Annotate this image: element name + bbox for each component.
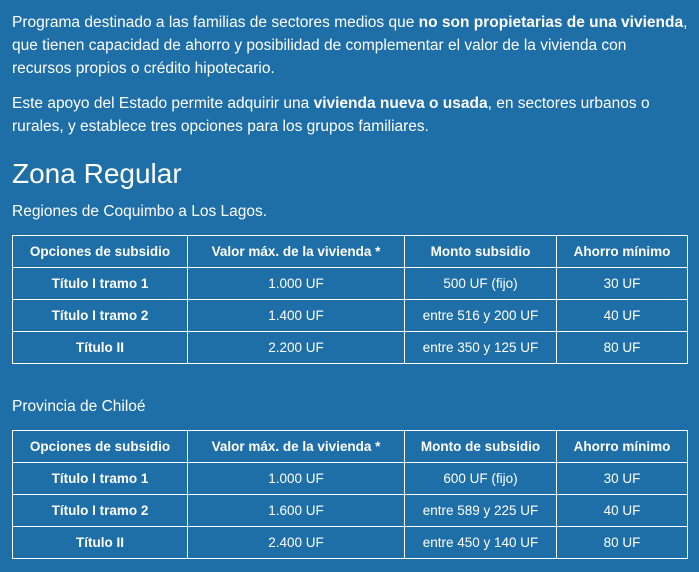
intro-text: , en sectores urbanos o rurales, y establece tres opciones para los grupos familiares. bbox=[12, 95, 650, 135]
table-row bbox=[13, 332, 688, 364]
header-monto: Monto subsidio bbox=[405, 236, 557, 268]
intro-bold-text: vivienda nueva o usada bbox=[313, 95, 488, 112]
cell-opcion: Título I tramo 2 bbox=[13, 300, 188, 332]
cell-valor: 1.600 UF bbox=[188, 495, 405, 527]
cell-valor: 2.200 UF bbox=[188, 332, 405, 364]
table-header-row bbox=[13, 236, 688, 268]
table-row bbox=[13, 268, 688, 300]
header-opciones: Opciones de subsidio bbox=[13, 236, 188, 268]
cell-ahorro: 30 UF bbox=[557, 268, 688, 300]
zona-regular-heading: Zona Regular bbox=[12, 158, 182, 189]
header-ahorro: Ahorro mínimo bbox=[557, 236, 688, 268]
table-row bbox=[13, 495, 688, 527]
header-opciones: Opciones de subsidio bbox=[13, 431, 188, 463]
cell-monto: 600 UF (fijo) bbox=[405, 463, 557, 495]
header-valor-max: Valor máx. de la vivienda * bbox=[188, 431, 405, 463]
cell-ahorro: 80 UF bbox=[557, 332, 688, 364]
cell-monto: entre 450 y 140 UF bbox=[405, 527, 557, 559]
chiloe-subtitle: Provincia de Chiloé bbox=[12, 398, 146, 415]
cell-valor: 1.000 UF bbox=[188, 463, 405, 495]
cell-monto: entre 350 y 125 UF bbox=[405, 332, 557, 364]
cell-ahorro: 30 UF bbox=[557, 463, 688, 495]
cell-monto: entre 516 y 200 UF bbox=[405, 300, 557, 332]
intro-text: , que tienen capacidad de ahorro y posibilidad de complementar el valor de la vivienda con recursos propios o crédito hipotecario. bbox=[12, 14, 688, 77]
table-row bbox=[13, 527, 688, 559]
cell-valor: 1.000 UF bbox=[188, 268, 405, 300]
cell-valor: 2.400 UF bbox=[188, 527, 405, 559]
regiones-subtitle: Regiones de Coquimbo a Los Lagos. bbox=[12, 203, 268, 220]
table-header-row bbox=[13, 431, 688, 463]
intro-bold-text: no son propietarias de una vivienda bbox=[418, 14, 684, 31]
intro-paragraph-1 bbox=[12, 11, 688, 80]
header-ahorro: Ahorro mínimo bbox=[557, 431, 688, 463]
cell-opcion: Título I tramo 1 bbox=[13, 268, 188, 300]
cell-monto: entre 589 y 225 UF bbox=[405, 495, 557, 527]
subsidy-table-regiones bbox=[12, 235, 688, 364]
intro-paragraph-2 bbox=[12, 92, 688, 138]
cell-opcion: Título II bbox=[13, 527, 188, 559]
subsidy-table-chiloe bbox=[12, 430, 688, 559]
table-row bbox=[13, 463, 688, 495]
cell-valor: 1.400 UF bbox=[188, 300, 405, 332]
cell-opcion: Título I tramo 1 bbox=[13, 463, 188, 495]
cell-opcion: Título II bbox=[13, 332, 188, 364]
cell-ahorro: 80 UF bbox=[557, 527, 688, 559]
cell-ahorro: 40 UF bbox=[557, 495, 688, 527]
intro-text: Programa destinado a las familias de sectores medios que bbox=[12, 14, 419, 31]
cell-monto: 500 UF (fijo) bbox=[405, 268, 557, 300]
header-monto: Monto de subsidio bbox=[405, 431, 557, 463]
intro-text: Este apoyo del Estado permite adquirir una bbox=[12, 95, 314, 112]
cell-opcion: Título I tramo 2 bbox=[13, 495, 188, 527]
header-valor-max: Valor máx. de la vivienda * bbox=[188, 236, 405, 268]
table-row bbox=[13, 300, 688, 332]
cell-ahorro: 40 UF bbox=[557, 300, 688, 332]
